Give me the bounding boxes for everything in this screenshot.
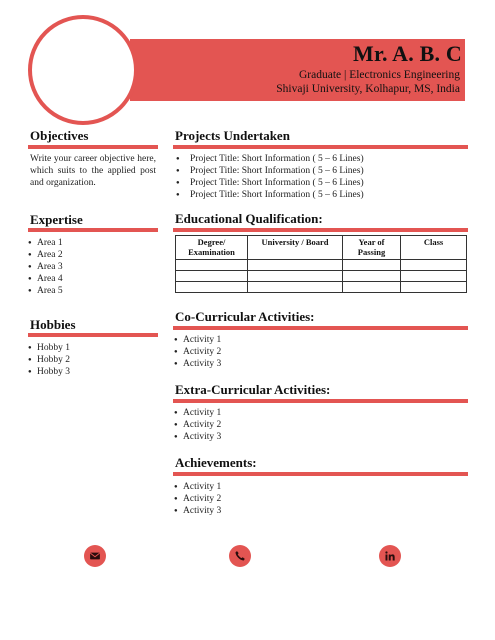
co-curricular-title: Co-Curricular Activities: [175, 309, 315, 324]
list-item: ● Project Title: Short Information ( 5 – 6 Lines) [176, 165, 364, 177]
table-cell [343, 271, 401, 282]
extra-curricular-list [174, 407, 221, 443]
table-cell [248, 271, 343, 282]
objectives-divider [28, 145, 158, 149]
linkedin-logo-icon [384, 550, 396, 562]
linkedin-icon[interactable] [379, 545, 401, 567]
list-item: ● Area 5 [28, 285, 63, 297]
table-header-cell: Year of Passing [343, 236, 401, 260]
phone-icon[interactable] [229, 545, 251, 567]
extra-curricular-divider [173, 399, 468, 403]
co-curricular-divider [173, 326, 468, 330]
table-cell [343, 282, 401, 293]
list-item: ● Activity 2 [174, 419, 221, 431]
objectives-title: Objectives [30, 128, 89, 143]
extra-curricular-title: Extra-Curricular Activities: [175, 382, 331, 397]
education-divider [173, 228, 468, 232]
table-cell [176, 260, 248, 271]
table-header-cell: Degree/ Examination [176, 236, 248, 260]
list-item: ● Activity 2 [174, 493, 221, 505]
list-item: ● Hobby 1 [28, 342, 70, 354]
list-item: ● Project Title: Short Information ( 5 – 6 Lines) [176, 177, 364, 189]
list-item: ● Activity 3 [174, 431, 221, 443]
table-row [176, 260, 467, 271]
table-cell [176, 271, 248, 282]
achievements-title: Achievements: [175, 455, 257, 470]
handset-icon [234, 550, 246, 562]
list-item: ● Activity 2 [174, 346, 221, 358]
education-table [175, 235, 467, 293]
expertise-divider [28, 228, 158, 232]
projects-list [176, 153, 364, 201]
table-cell [248, 282, 343, 293]
achievements-list [174, 481, 221, 517]
education-title: Educational Qualification: [175, 211, 323, 226]
list-item: ● Area 2 [28, 249, 63, 261]
qualification-line: Graduate | Electronics Engineering [299, 69, 460, 81]
list-item: ● Activity 3 [174, 358, 221, 370]
table-cell [248, 260, 343, 271]
table-cell [401, 260, 467, 271]
list-item: ● Activity 1 [174, 481, 221, 493]
list-item: ● Hobby 2 [28, 354, 70, 366]
list-item: ● Project Title: Short Information ( 5 – 6 Lines) [176, 189, 364, 201]
table-cell [401, 282, 467, 293]
table-row [176, 271, 467, 282]
table-cell [176, 282, 248, 293]
list-item: ● Hobby 3 [28, 366, 70, 378]
list-item: ● Project Title: Short Information ( 5 – 6 Lines) [176, 153, 364, 165]
co-curricular-list [174, 334, 221, 370]
table-header-row [176, 236, 467, 260]
email-icon[interactable] [84, 545, 106, 567]
candidate-name: Mr. A. B. C [353, 41, 462, 66]
hobbies-divider [28, 333, 158, 337]
university-line: Shivaji University, Kolhapur, MS, India [276, 83, 460, 95]
table-cell [343, 260, 401, 271]
list-item: ● Activity 1 [174, 334, 221, 346]
projects-divider [173, 145, 468, 149]
hobbies-title: Hobbies [30, 317, 76, 332]
list-item: ● Activity 3 [174, 505, 221, 517]
list-item: ● Area 1 [28, 237, 63, 249]
projects-title: Projects Undertaken [175, 128, 290, 143]
hobbies-list [28, 342, 70, 378]
expertise-list [28, 237, 63, 297]
header-subtitle [276, 68, 460, 96]
expertise-title: Expertise [30, 212, 83, 227]
objectives-text: Write your career objective here, which suits to the applied post and organization. [30, 154, 156, 188]
profile-photo-placeholder [28, 15, 138, 125]
achievements-divider [173, 472, 468, 476]
list-item: ● Area 4 [28, 273, 63, 285]
table-row [176, 282, 467, 293]
list-item: ● Activity 1 [174, 407, 221, 419]
list-item: ● Area 3 [28, 261, 63, 273]
table-header-cell: University / Board [248, 236, 343, 260]
table-cell [401, 271, 467, 282]
envelope-icon [89, 550, 101, 562]
table-header-cell: Class [401, 236, 467, 260]
